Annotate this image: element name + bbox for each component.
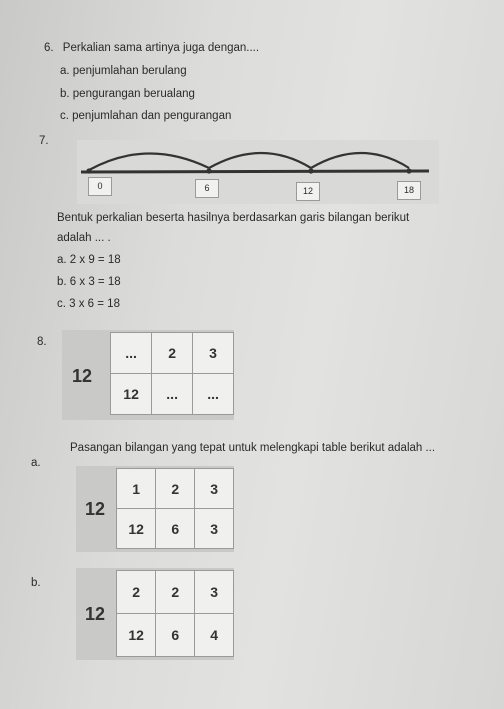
option-a-bottom-3: 3 <box>195 509 234 549</box>
q7-option-a[interactable]: a. 2 x 9 = 18 <box>57 254 121 266</box>
q8-option-a-table[interactable] <box>76 466 234 552</box>
jump-arc-3 <box>311 153 409 168</box>
option-b-top-2: 2 <box>156 571 195 614</box>
q6-option-c[interactable]: c. penjumlahan dan pengurangan <box>60 110 232 122</box>
q8-option-b-table[interactable] <box>76 568 234 660</box>
tick-dot-0 <box>86 168 91 173</box>
q7-option-c[interactable]: c. 3 x 6 = 18 <box>57 298 120 310</box>
q8-table <box>62 330 234 420</box>
q8-option-a-letter[interactable]: a. <box>31 457 41 469</box>
q8-cell-bottom-2[interactable]: ... <box>152 374 193 415</box>
q8-factor-grid <box>110 332 234 415</box>
tick-dot-6 <box>206 168 211 173</box>
jump-arc-1 <box>89 153 209 170</box>
option-a-top-1: 1 <box>117 469 156 509</box>
q8-option-b-grid <box>116 570 234 657</box>
number-line-diagram <box>77 140 439 204</box>
number-label-0: 0 <box>88 177 112 196</box>
q8-cell-top-1[interactable]: ... <box>111 333 152 374</box>
option-b-bottom-1: 12 <box>117 614 156 657</box>
tick-dot-18 <box>406 168 411 173</box>
q8-cell-top-2: 2 <box>152 333 193 374</box>
q6-option-a[interactable]: a. penjumlahan berulang <box>60 65 187 77</box>
number-label-12: 12 <box>296 182 320 201</box>
q8-option-a-total: 12 <box>85 499 106 519</box>
option-a-top-3: 3 <box>195 469 234 509</box>
q8-cell-bottom-1: 12 <box>111 374 152 415</box>
q8-option-b-letter[interactable]: b. <box>31 577 41 589</box>
option-b-bottom-2: 6 <box>156 614 195 657</box>
q6-option-b[interactable]: b. pengurangan berualang <box>60 88 195 100</box>
q7-text-line1: Bentuk perkalian beserta hasilnya berdasarkan garis bilangan berikut <box>57 212 410 224</box>
option-a-top-2: 2 <box>156 469 195 509</box>
q7-number: 7. <box>39 135 49 147</box>
number-label-6: 6 <box>195 179 219 198</box>
option-a-bottom-1: 12 <box>117 509 156 549</box>
option-b-top-1: 2 <box>117 571 156 614</box>
q7-text-line2: adalah ... . <box>57 232 111 244</box>
number-label-18: 18 <box>397 181 421 200</box>
q8-option-b-total: 12 <box>85 604 106 624</box>
q7-option-b[interactable]: b. 6 x 3 = 18 <box>57 276 121 288</box>
q8-cell-top-3: 3 <box>193 333 234 374</box>
q6-text: Perkalian sama artinya juga dengan.... <box>62 42 260 54</box>
option-a-bottom-2: 6 <box>156 509 195 549</box>
q8-option-a-grid <box>116 468 234 549</box>
jump-arc-2 <box>209 153 311 168</box>
q6-number: 6. <box>44 42 54 54</box>
number-line-panel <box>77 140 439 204</box>
number-line <box>81 171 429 172</box>
q8-cell-bottom-3[interactable]: ... <box>193 374 234 415</box>
q6-question <box>44 41 259 55</box>
tick-dot-12 <box>308 168 313 173</box>
q8-table-total: 12 <box>72 366 93 386</box>
q8-number: 8. <box>37 336 47 348</box>
option-b-bottom-3: 4 <box>195 614 234 657</box>
q8-text: Pasangan bilangan yang tepat untuk melengkapi table berikut adalah ... <box>70 442 436 454</box>
option-b-top-3: 3 <box>195 571 234 614</box>
